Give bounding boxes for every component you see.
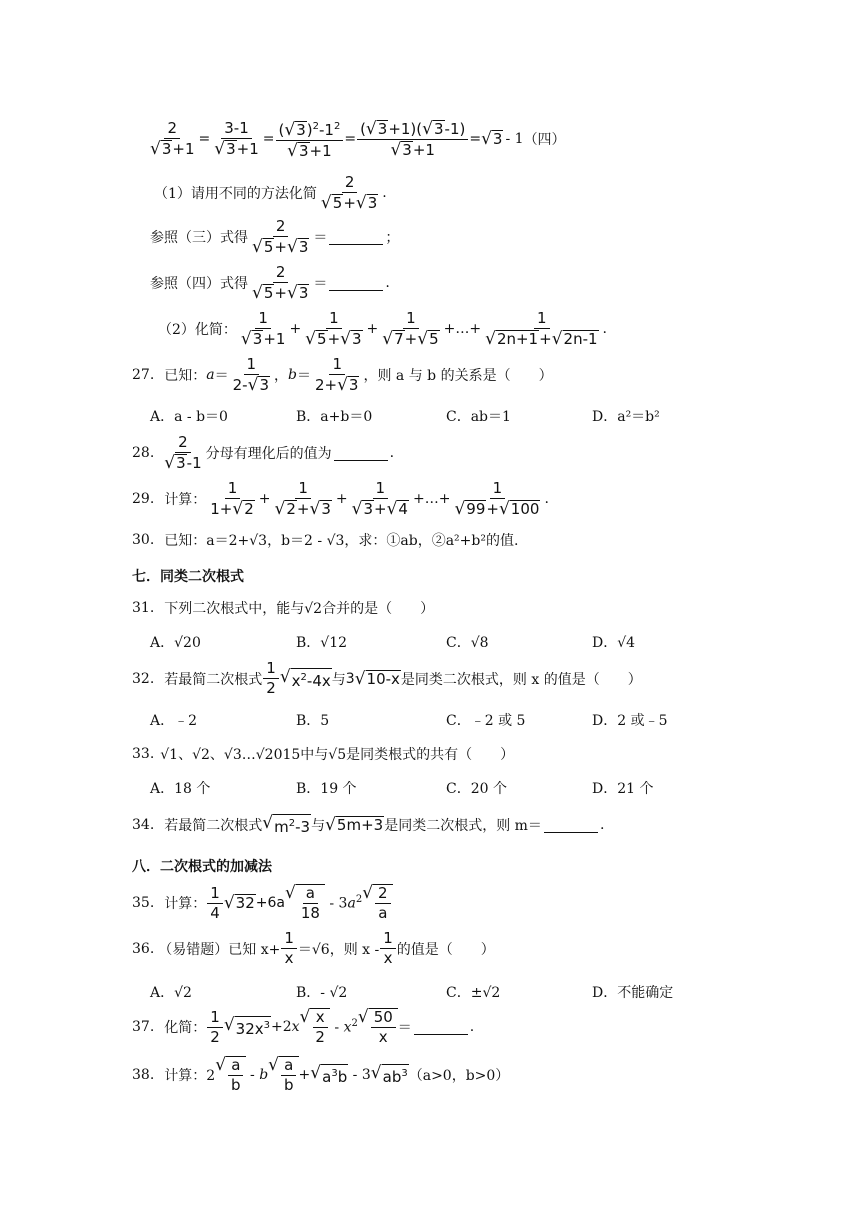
option-a[interactable]: A．18 个 [150,781,211,797]
option-d[interactable]: D．不能确定 [592,985,674,1001]
fraction: 2 √ 5 + √ 3 [252,217,309,257]
reference-three: 参照（三）式得 2 √ 5 + √ 3 ＝ ； [150,217,400,257]
fraction: 1 √ 5 + √ 3 [305,309,362,349]
fraction: 1 √ 99 + √ 100 [454,479,540,519]
option-a[interactable]: A．√20 [150,635,201,651]
fraction: 2 √ 5 + √ 3 [252,263,309,303]
reference-four: 参照（四）式得 2 √ 5 + √ 3 ＝ . [150,263,390,303]
fraction: $\frac{1}{2}$ [207,1009,223,1046]
option-d[interactable]: D．2 或﹣5 [592,713,668,729]
intro-equation: 2 √ 3 +1 = 3-1 √ 3 +1 = ( √ 3 )$^2-1^2$ √ 3 +1 = ( √ 3 +1)( √ 3 -1) √ 3 +1 = √ 3 - 1 （四） [146,118,566,160]
option-b[interactable]: B．5 [296,713,330,729]
question-33: 33. √1、√2、√3…√2015中与√5是同类根式的共有（ ） [132,746,515,763]
option-c[interactable]: C．ab＝1 [446,409,511,425]
option-c[interactable]: C．±√2 [446,985,501,1001]
fraction: 1 1+ √ 2 [210,479,254,519]
option-b[interactable]: B．a+b＝0 [296,409,373,425]
answer-blank[interactable] [329,230,383,245]
fraction: $\frac{1}{4}$ [207,885,223,922]
question-part-2: （2）化简： 1 √ 3 +1 + 1 √ 5 + √ 3 + 1 √ 7 + √ 5 +…+ 1 √ 2n+1 + √ 2n-1 . [158,309,607,349]
fraction: 1 √ 2n+1 + √ 2n-1 [485,309,598,349]
answer-blank[interactable] [544,818,598,833]
question-30: 30. 已知：a＝2+√3，b＝2 - √3，求：①ab，②a²+b²的值. [132,532,519,549]
question-32: 32. 若最简二次根式 $\frac{1}{2}$ √ $x^2-4x$ 与 3 √ 10-x 是同类二次根式，则 x 的值是（ ） [132,659,642,697]
question-part-1: （1）请用不同的方法化简 2 √ 5 + √ 3 . [154,173,387,213]
question-36: 36. （易错题）已知 x+ $\frac{1}{x}$ ＝√6，则 x - $\frac{1}{x}$ 的值是（ ） [132,929,495,967]
fraction: $\frac{1}{x}$ [281,930,297,967]
fraction: 1 √ 3 +1 [240,309,286,349]
fraction: ( √ 3 )$^2-1^2$ √ 3 +1 [276,118,344,160]
question-37: 37. 化简： $\frac{1}{2}$ √ $32x^3$ +2x √ $\frac{x}{2}$ - $x^2$ √ $\frac{50}{x}$ ＝ . [132,1007,475,1046]
option-a[interactable]: A．√2 [150,985,192,1001]
fraction: 3-1 √ 3 +1 [214,119,259,159]
answer-blank[interactable] [334,446,388,461]
question-38: 38. 计算：2 √ $\frac{a}{b}$ - b √ $\frac{a}{b}$ + √ $a^3b$ - 3 √ $ab^3$ （a>0，b>0） [132,1055,510,1094]
question-28: 28. 2 √ 3 -1 分母有理化后的值为 . [132,433,395,473]
option-c[interactable]: C．20 个 [446,781,507,797]
fraction: 1 √ 3 + √ 4 [351,479,408,519]
section-7-heading: 七．同类二次根式 [132,569,244,585]
question-35: 35. 计算： $\frac{1}{4}$ √ 32 +6a √ $\frac{a}{18}$ - $3a^2$ √ $\frac{2}{a}$ [132,884,393,922]
fraction: 2 √ 3 +1 [150,119,195,159]
fraction: 2 √ 5 + √ 3 [320,173,378,213]
fraction: 1 2+ √ 3 [314,355,359,395]
section-8-heading: 八．二次根式的加减法 [132,859,272,875]
question-34: 34. 若最简二次根式 √ $m^2-3$ 与 √ 5m+3 是同类二次根式，则 m＝ . [132,813,605,836]
option-b[interactable]: B．19 个 [296,781,357,797]
fraction: 2 √ 3 -1 [164,433,202,473]
answer-blank[interactable] [414,1020,468,1035]
fraction: ( √ 3 +1)( √ 3 -1) √ 3 +1 [357,120,468,159]
fraction: 1 2- √ 3 [232,355,269,395]
option-d[interactable]: D．21 个 [592,781,654,797]
answer-blank[interactable] [329,276,383,291]
option-b[interactable]: B．- √2 [296,985,348,1001]
option-a[interactable]: A．﹣2 [150,713,198,729]
fraction: $\frac{1}{x}$ [380,930,396,967]
option-c[interactable]: C．﹣2 或 5 [446,713,526,729]
question-29: 29. 计算： 1 1+ √ 2 + 1 √ 2 + √ 3 + 1 √ 3 + √ 4 +…+ 1 √ 99 + √ 100 . [132,479,549,519]
question-27: 27. 已知： a ＝ 1 2- √ 3 ， b ＝ 1 2+ √ 3 ，则 a 与 b 的关系是（ ） [132,355,553,395]
option-b[interactable]: B．√12 [296,635,348,651]
option-d[interactable]: D．a²＝b² [592,409,660,425]
option-d[interactable]: D．√4 [592,635,636,651]
option-c[interactable]: C．√8 [446,635,489,651]
question-31: 31. 下列二次根式中，能与√2合并的是（ ） [132,600,435,617]
fraction: 1 √ 2 + √ 3 [274,479,331,519]
fraction: $\frac{1}{2}$ [263,660,279,697]
option-a[interactable]: A．a - b＝0 [150,409,228,425]
fraction: 1 √ 7 + √ 5 [382,309,439,349]
